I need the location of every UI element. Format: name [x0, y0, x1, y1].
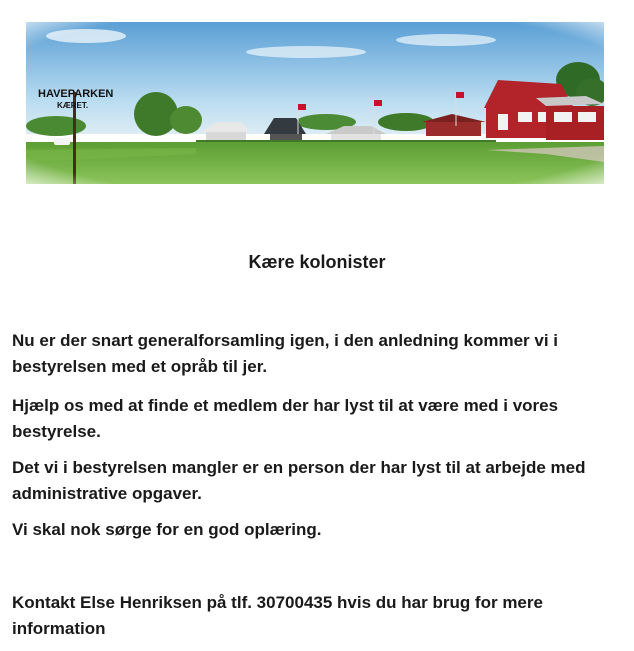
paragraph-line: bestyrelse. — [12, 422, 101, 441]
contact-line: Kontakt Else Henriksen på tlf. 30700435 hvis du har brug for mere — [12, 593, 543, 612]
paragraph-need — [12, 455, 624, 507]
letter-title: Kære kolonister — [248, 252, 386, 272]
paragraph-line: Vi skal nok sørge for en god oplæring. — [12, 520, 322, 539]
paragraph-line: Hjælp os med at finde et medlem der har lyst til at være med i vores — [12, 396, 559, 415]
garden-colony-photo — [26, 22, 604, 184]
paragraph-request — [12, 393, 624, 445]
paragraph-line: administrative opgaver. — [12, 484, 202, 503]
paragraph-line: bestyrelsen med et opråb til jer. — [12, 357, 268, 376]
header-photo-banner — [26, 22, 604, 184]
contact-info — [12, 590, 624, 642]
contact-line: information — [12, 619, 106, 638]
paragraph-line: Nu er der snart generalforsamling igen, i den anledning kommer vi i — [12, 331, 559, 350]
paragraph-announcement — [12, 328, 624, 380]
paragraph-training — [12, 517, 624, 543]
paragraph-line: Det vi i bestyrelsen mangler er en person der har lyst til at arbejde med — [12, 458, 586, 477]
